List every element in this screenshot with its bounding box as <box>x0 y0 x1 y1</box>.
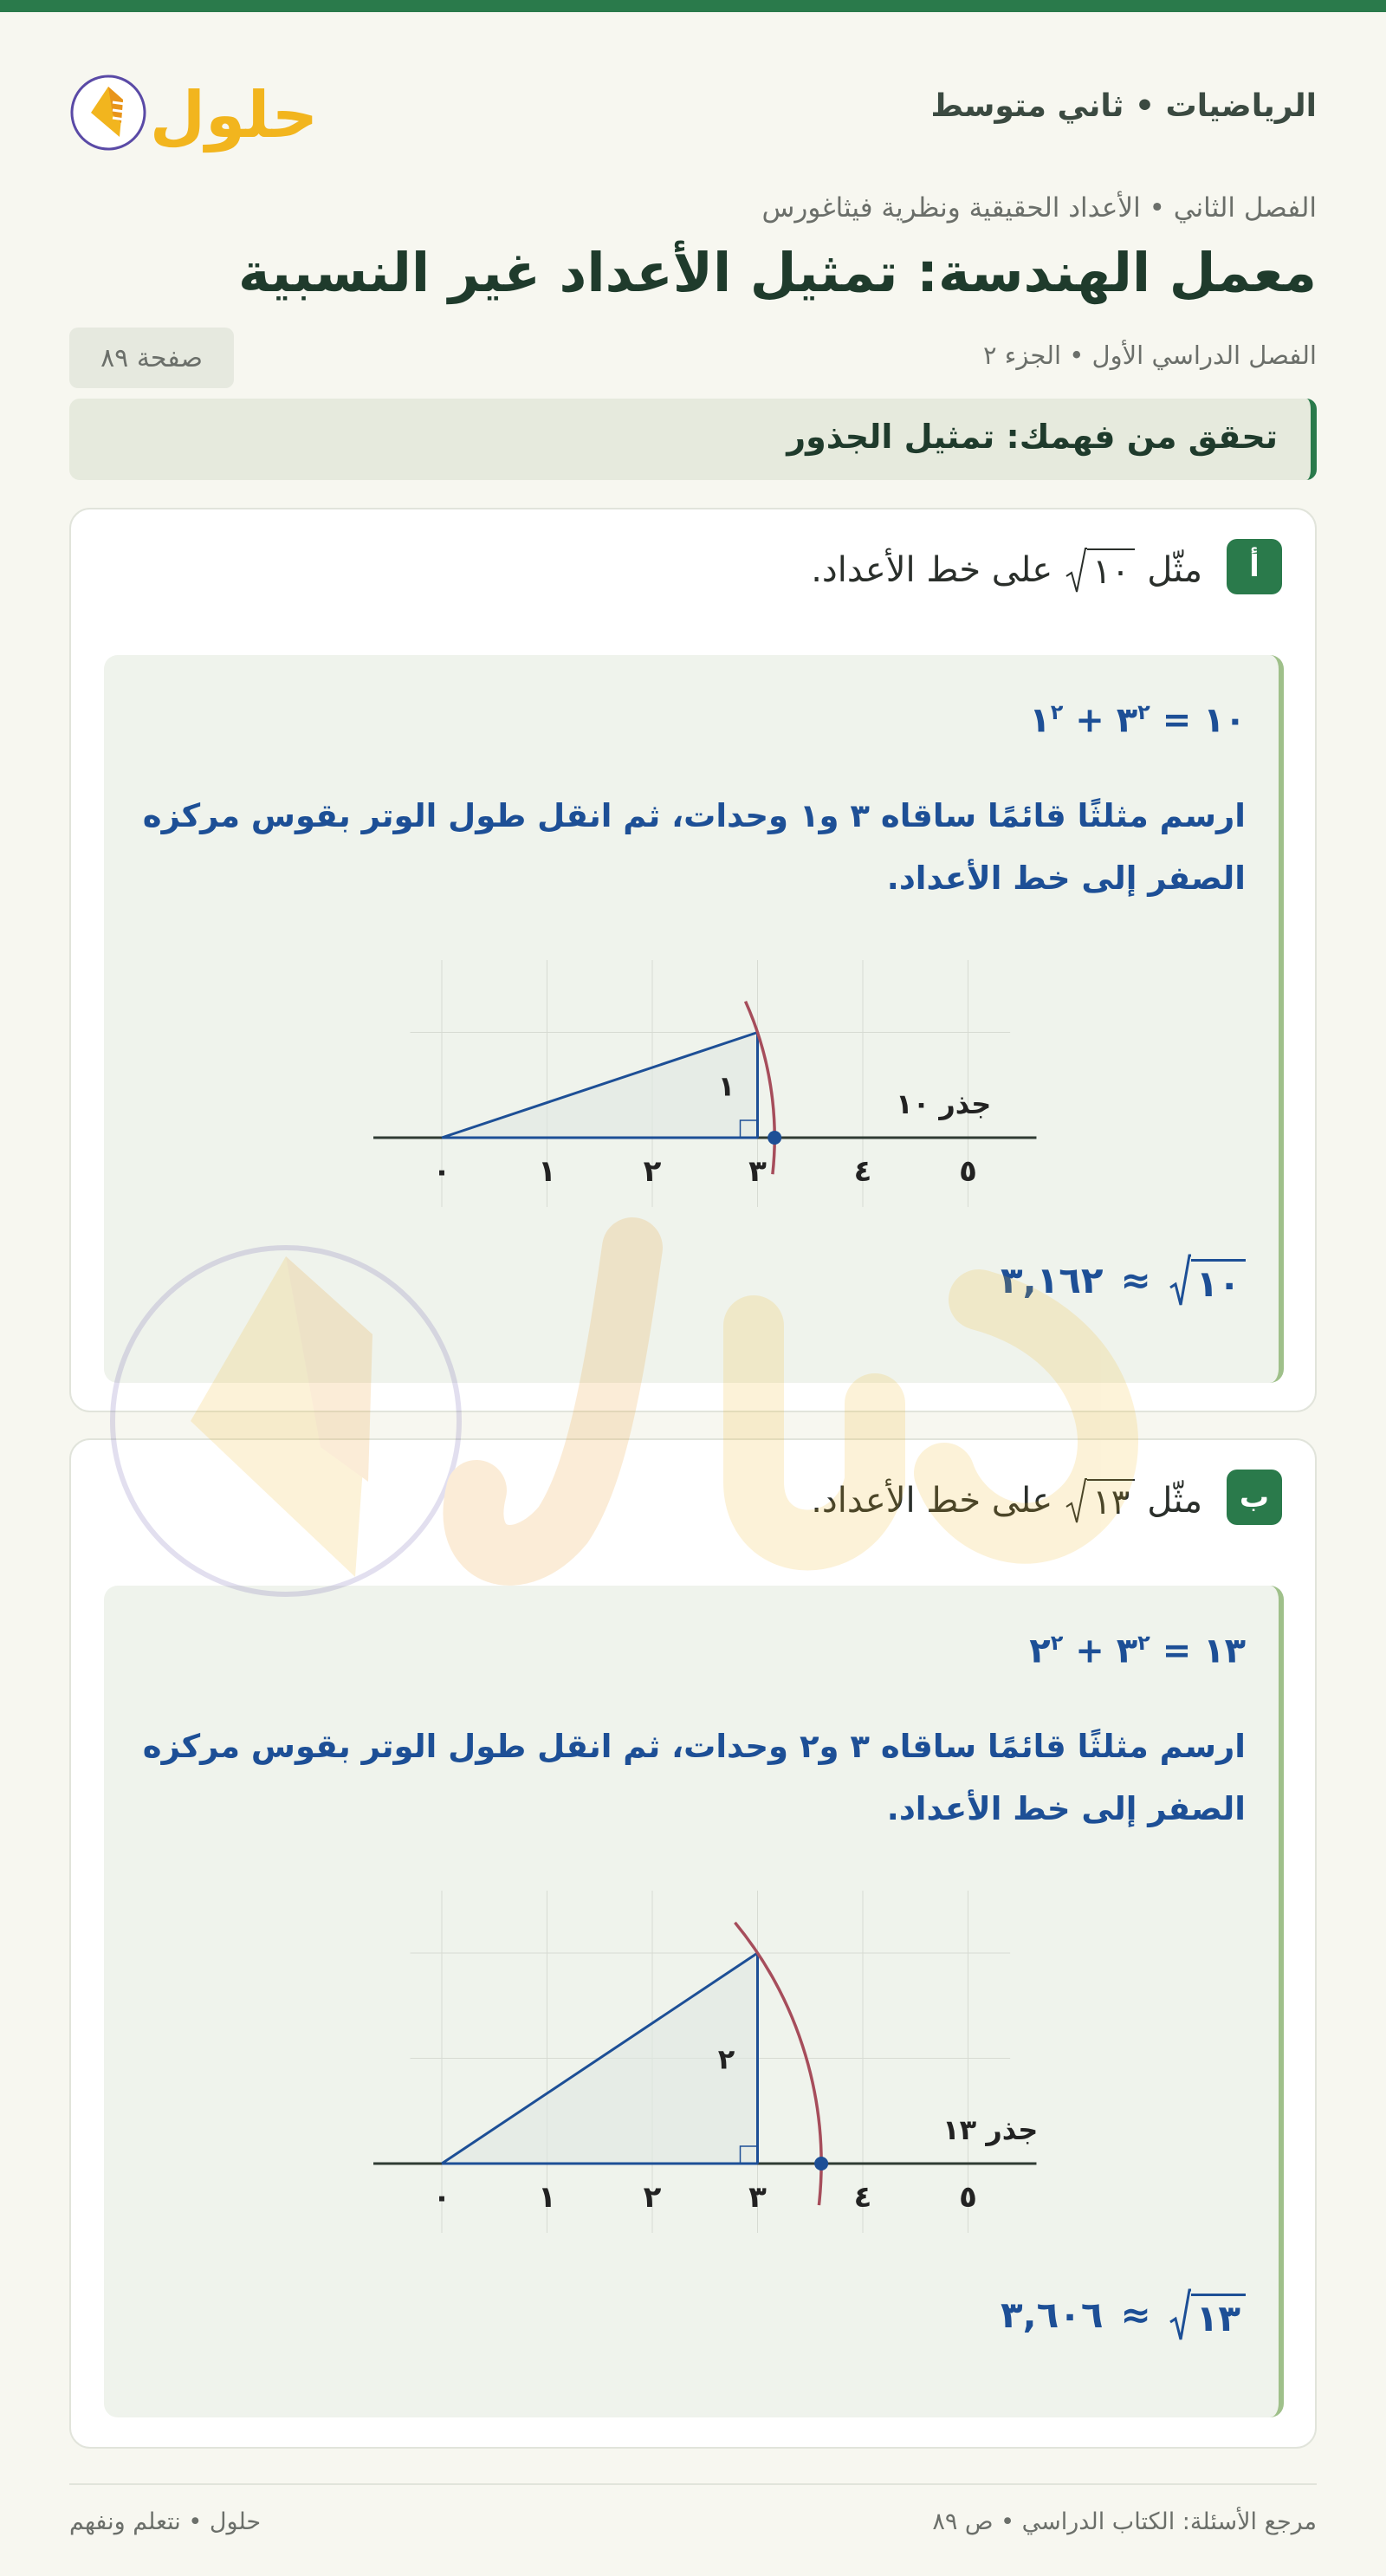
pythagorean-equation: ١٣ = $٣^٢$ + $٢^٢$ <box>1029 1631 1246 1671</box>
question-prefix: مثّل <box>1147 1481 1202 1521</box>
equation-leg-a: ٣ <box>1116 1631 1138 1671</box>
equation-lhs: ١٣ <box>1203 1631 1246 1671</box>
tick-label: ٢ <box>643 2180 662 2215</box>
root-point <box>767 1131 781 1145</box>
construction-instruction: ارسم مثلثًا قائمًا ساقاه ٣ و٢ وحدات، ثم انقل طول الوتر بقوس مركزه الصفر إلى خط الأعداد. <box>142 1728 1246 1827</box>
footer-reference: مرجع الأسئلة: الكتاب الدراسي • ص ٨٩ <box>932 2508 1317 2535</box>
radicand: ١٠ <box>1191 1259 1246 1307</box>
radical-expression <box>1169 1253 1246 1307</box>
pythagorean-equation: ١٠ = $٣^٢$ + $١^٢$ <box>1029 700 1246 741</box>
leg-label: ١ <box>717 1069 735 1103</box>
equation-exponent: ٢ <box>1050 700 1064 724</box>
approx-value: ٣,٦٠٦ <box>1001 2293 1104 2336</box>
banner-title: تحقق من فهمك: تمثيل الجذور <box>787 418 1278 456</box>
leg-label: ٢ <box>717 2042 735 2076</box>
radicand: ١٠ <box>1087 548 1135 594</box>
tick-label: ٥ <box>959 1154 977 1189</box>
number-line-diagram <box>372 1891 1039 2237</box>
hulul-logo[interactable] <box>69 61 321 156</box>
approx-symbol: ≈ <box>1120 1258 1151 1301</box>
section-banner <box>69 399 1317 480</box>
subject-label: الرياضيات • ثاني متوسط <box>930 88 1317 124</box>
tick-label: ١ <box>538 2180 556 2215</box>
tick-label: ٥ <box>959 2180 977 2215</box>
tick-label: ٤ <box>853 2180 872 2215</box>
question-prefix: مثّل <box>1147 550 1202 590</box>
approx-value: ٣,١٦٢ <box>1001 1258 1104 1301</box>
radicand: ١٣ <box>1087 1479 1135 1524</box>
radical-sign-icon <box>1065 1477 1087 1524</box>
root-point <box>814 2157 828 2170</box>
equation-lhs: ١٠ <box>1203 700 1246 741</box>
footer-divider <box>69 2483 1317 2485</box>
tick-label: ٠ <box>432 2180 451 2215</box>
tick-label: ٢ <box>643 1154 662 1189</box>
tick-label: ٤ <box>853 1154 872 1189</box>
construction-instruction: ارسم مثلثًا قائمًا ساقاه ٣ و١ وحدات، ثم انقل طول الوتر بقوس مركزه الصفر إلى خط الأعداد. <box>142 797 1246 897</box>
number-line-diagram <box>372 960 1031 1211</box>
equation-exponent: ٢ <box>1137 1631 1150 1655</box>
question-card-a <box>69 508 1317 1412</box>
top-accent-bar <box>0 0 1386 12</box>
question-suffix: على خط الأعداد. <box>811 1481 1053 1521</box>
question-text <box>811 1475 1202 1527</box>
equation-leg-b: ٢ <box>1029 1631 1051 1671</box>
approximation <box>1001 1253 1246 1307</box>
radical-expression <box>1169 2287 1246 2341</box>
page-header <box>69 61 1317 156</box>
root-label: جذر ١٠ <box>896 1087 992 1120</box>
footer-brand: حلول • نتعلم ونفهم <box>69 2508 262 2535</box>
equation-exponent: ٢ <box>1137 700 1150 724</box>
equation-leg-a: ٣ <box>1116 700 1138 741</box>
equation-exponent: ٢ <box>1050 1631 1064 1655</box>
radical-sign-icon <box>1169 1253 1191 1307</box>
equation-leg-b: ١ <box>1029 700 1051 741</box>
logo-text: حلول <box>149 78 319 152</box>
tick-label: ١ <box>538 1154 556 1189</box>
question-letter-badge: أ <box>1227 539 1282 594</box>
radical-sign-icon <box>1065 547 1087 594</box>
page-number-badge: صفحة ٨٩ <box>69 328 234 388</box>
tick-label: ٠ <box>432 1154 451 1189</box>
tick-label: ٣ <box>748 2180 767 2215</box>
question-card-b <box>69 1438 1317 2449</box>
page-title: معمل الهندسة: تمثيل الأعداد غير النسبية <box>238 241 1317 304</box>
semester-label: الفصل الدراسي الأول • الجزء ٢ <box>982 341 1317 370</box>
tick-label: ٣ <box>748 1154 767 1189</box>
approx-symbol: ≈ <box>1120 2293 1151 2336</box>
radical-sign-icon <box>1169 2287 1191 2341</box>
solution-panel <box>104 655 1284 1383</box>
radicand: ١٣ <box>1191 2294 1246 2342</box>
chapter-label: الفصل الثاني • الأعداد الحقيقية ونظرية فيثاغورس <box>761 192 1317 224</box>
question-letter-badge: ب <box>1227 1470 1282 1525</box>
radical-expression <box>1065 547 1135 594</box>
question-text <box>811 544 1202 596</box>
radical-expression <box>1065 1477 1135 1524</box>
question-suffix: على خط الأعداد. <box>811 550 1053 590</box>
approximation <box>1001 2287 1246 2341</box>
logo-icon <box>69 61 321 156</box>
solution-panel <box>104 1586 1284 2417</box>
root-label: جذر ١٣ <box>942 2113 1039 2146</box>
